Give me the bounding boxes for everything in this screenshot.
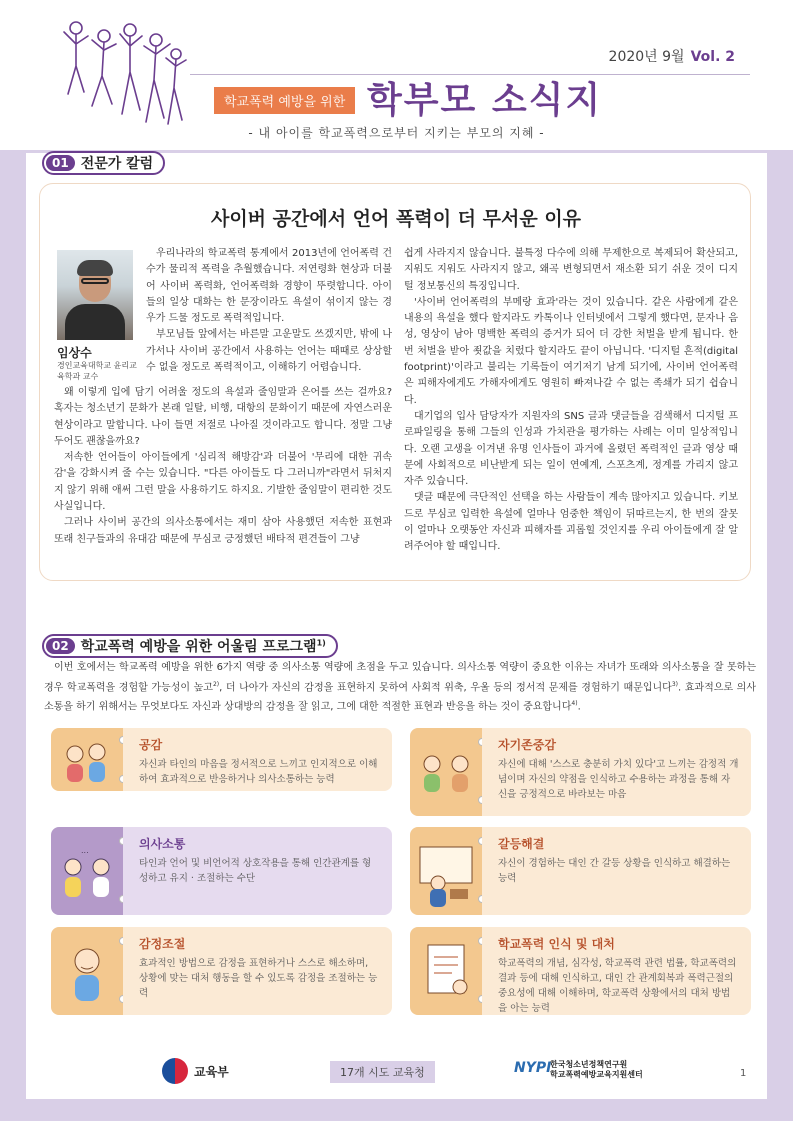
paragraph: 왜 이렇게 입에 담기 어려울 정도의 욕설과 줄임말과 은어를 쓰는 걸까요? 혹자는 청소년기 문화가 본래 일탈, 비행, 대항의 문화이기 때문에 자연스러운 현상이라고 말합니다. 나이 들면 저절로 나아질 것이라고도 합니다. 정말 그냥 두어도 괜찮을까요? [54,387,392,447]
competency-card-communication [51,827,392,915]
section-number: 02 [46,638,75,654]
ministry-name: 교육부 [194,1065,229,1079]
competency-card-empathy [51,728,392,791]
card-title: 감정조절 [139,937,186,951]
frame-left [0,150,26,1121]
ministry-of-education-logo-icon [162,1058,188,1084]
newsletter-subtitle: 학교폭력 예방을 위한 [214,87,355,114]
nypi-center: 학교폭력예방교육지원센터 [550,1070,643,1079]
card-desc: 자신이 경험하는 대인 간 갈등 상황을 인식하고 해결하는 능력 [498,858,731,884]
education-offices-label: 17개 시도 교육청 [330,1061,435,1083]
newsletter-header [0,0,793,150]
footnote-ref: 1) [316,638,326,648]
competency-card-conflict-resolution [410,827,751,915]
svg-text:...: ... [81,846,89,855]
section-title-text: 학교폭력 예방을 위한 어울림 프로그램 [80,639,317,655]
article-title: 사이버 공간에서 언어 폭력이 더 무서운 이유 [210,208,582,230]
empathy-icon [51,728,123,791]
column-text-left-bottom [54,385,392,548]
competency-card-emotion-regulation [51,927,392,1015]
paragraph: 우리나라의 학교폭력 통계에서 2013년에 언어폭력 건수가 물리적 폭력을 추월했습니다. 저연령화 현상과 더불어 사이버 폭력화, 언어폭력화 경향이 뚜렷합니다. 아이들의 일상 대화는 한 문장이라도 욕설이 섞이지 않는 경우가 드물 정도로 폭력적입니다. [146,248,392,325]
section-02-intro [44,660,756,716]
footer [26,1048,767,1088]
paragraph: 그러나 사이버 공간의 의사소통에서는 재미 삼아 사용했던 저속한 표현과 또래 친구들과의 유대감 때문에 무심코 긍정했던 배타적 편견들이 그냥 [54,517,392,545]
paragraph: 저속한 언어들이 아이들에게 '심리적 해방감'과 더불어 '무리에 대한 귀속감'을 강화시켜 줄 수는 있습니다. "다른 아이들도 다 그러니까"라면서 뒤처지지 않기 위해 애써 그런 말을 사용하기도 하지요. 기발한 줄임말이 편리한 것도 사실입니다. [54,452,392,513]
card-desc: 학교폭력의 개념, 심각성, 학교폭력 관련 법률, 학교폭력의 결과 등에 대해 인식하고, 대인 간 관계회복과 폭력근절의 중요성에 대해 이해하며, 학교폭력 상황에서의 대처 방법을 아는 능력 [498,958,737,1014]
conflict-resolution-icon [410,827,482,915]
column-text-left-top [146,246,392,376]
expert-column [39,183,751,581]
intro-text: . 효과적으로 의사소통을 하기 위해서는 무엇보다도 자신과 상대방의 감정을 잘 읽고, 그에 대한 적절한 표현과 반응을 하는 것이 중요합니다 [44,681,757,713]
paragraph: '사이버 언어폭력의 부메랑 효과'라는 것이 있습니다. 같은 사람에게 같은 내용의 욕설을 했다 할지라도 카톡이나 인터넷에서 그렇게 했다면, 문자나 음성, 영상이 남아 명백한 폭력의 증거가 되어 더 강한 처벌을 받게 됩니다. 한번 처벌을 받아 죗값을 치렀다 할지라도 끝이 아닙니다. '디지털 흔적(digital footprint)'이라고 불리는 기록들이 여기저기 남게 되기에, 사이버 언어폭력은 피해자에게도 가해자에게도 영원히 빠져나갈 수 없는 족쇄가 되기 쉽습니다. [404,296,738,406]
card-title: 학교폭력 인식 및 대처 [498,937,615,951]
card-desc: 자신에 대해 '스스로 충분히 가치 있다'고 느끼는 감정적 개념이며 자신의 약점을 인식하고 수용하는 과정을 통해 자신을 긍정적으로 바라보는 마음 [498,759,739,800]
page-number: 1 [740,1068,747,1079]
paragraph: 쉽게 사라지지 않습니다. 불특정 다수에 의해 무제한으로 복제되어 확산되고, 지워도 지워도 사라지지 않고, 왜곡 변형되면서 재소환 되기 쉬운 것이 디지털 정보통신의 특징입니다. [404,248,738,292]
nypi-name: 한국청소년정책연구원 [550,1060,628,1069]
self-esteem-icon [410,728,482,816]
card-title: 자기존중감 [498,738,556,752]
paragraph: 댓글 때문에 극단적인 선택을 하는 사람들이 계속 많아지고 있습니다. 키보드로 무심코 입력한 욕설에 얼마나 엄중한 책임이 뒤따르는지, 한 번의 잘못이 얼마나 오랫동안 자신과 피해자를 괴롭힐 것인지를 우리 아이들에게 잘 알려주어야 할 때입니다. [404,492,738,553]
newsletter-title: 학부모 소식지 [367,80,603,121]
issue-info [609,46,735,66]
author-photo [57,250,133,340]
section-number: 01 [46,155,75,171]
frame-bottom [0,1099,793,1121]
footnote-ref: 3) [671,680,679,688]
section-01-header [42,151,165,175]
dancing-children-illustration [58,14,188,132]
card-title: 갈등해결 [498,837,545,851]
issue-volume: Vol. 2 [690,49,735,65]
frame-right [767,150,793,1121]
emotion-regulation-icon [51,927,123,1015]
competency-card-violence-awareness [410,927,751,1015]
card-title: 공감 [139,738,163,752]
communication-icon [51,827,123,915]
card-desc: 타인과 언어 및 비언어적 상호작용을 통해 인간관계를 형성하고 유지 · 조절하는 수단 [139,858,372,884]
section-title [81,636,326,656]
nypi-label [550,1060,643,1080]
column-text-right [404,246,738,556]
card-desc: 자신과 타인의 마음을 정서적으로 느끼고 인지적으로 이해하여 효과적으로 반응하거나 의사소통하는 능력 [139,759,378,785]
author-affiliation: 경인교육대학교 윤리교육학과 교수 [57,361,137,381]
footnote-ref: 4) [571,700,578,708]
intro-text: , 더 나아가 자신의 감정을 표현하지 못하여 사회적 위축, 우울 등의 정서적 문제를 경험하기 때문입니다 [219,681,672,693]
paragraph: 부모님들 앞에서는 바른말 고운말도 쓰겠지만, 밖에 나가서나 사이버 공간에서 사용하는 언어는 때때로 상상할 수 없을 정도로 폭력적이고, 이해하기 어렵습니다. [146,329,392,374]
card-title: 의사소통 [139,837,186,851]
paragraph: 대기업의 입사 담당자가 지원자의 SNS 글과 댓글들을 검색해서 디지털 프로파일링을 통해 그들의 인성과 가치관을 평가하는 사례는 이미 일상적입니다. 오랜 고생을 이겨낸 유명 인사들이 과거에 올렸던 폭력적인 글과 영상 때문에 사회적으로 비난받게 되는 일이 연예계, 스포츠계, 정계를 가리지 않고 자주 있습니다. [404,410,738,488]
newsletter-tagline: - 내 아이를 학교폭력으로부터 지키는 부모의 지혜 - [248,126,545,140]
card-desc: 효과적인 방법으로 감정을 표현하거나 스스로 해소하며, 상황에 맞는 대처 행동을 할 수 있도록 감정을 조절하는 능력 [139,958,378,999]
intro-text: . [577,701,581,713]
competency-card-self-esteem [410,728,751,816]
section-title: 전문가 칼럼 [80,156,154,172]
author-name: 임상수 [57,346,92,360]
nypi-logo-icon: NYPI [514,1060,552,1076]
footnote-ref: 2) [212,680,220,688]
issue-date: 2020년 9월 [608,49,685,65]
violence-awareness-icon [410,927,482,1015]
intro-text: 이번 호에서는 학교폭력 예방을 위한 6가지 역량 중 의사소통 역량에 초점을 두고 있습니다. 의사소통 역량이 중요한 이유는 자녀가 또래와 의사소통을 잘 못하는 경우 학교폭력을 경험할 가능성이 높고 [44,662,756,693]
section-02-header [42,634,338,658]
